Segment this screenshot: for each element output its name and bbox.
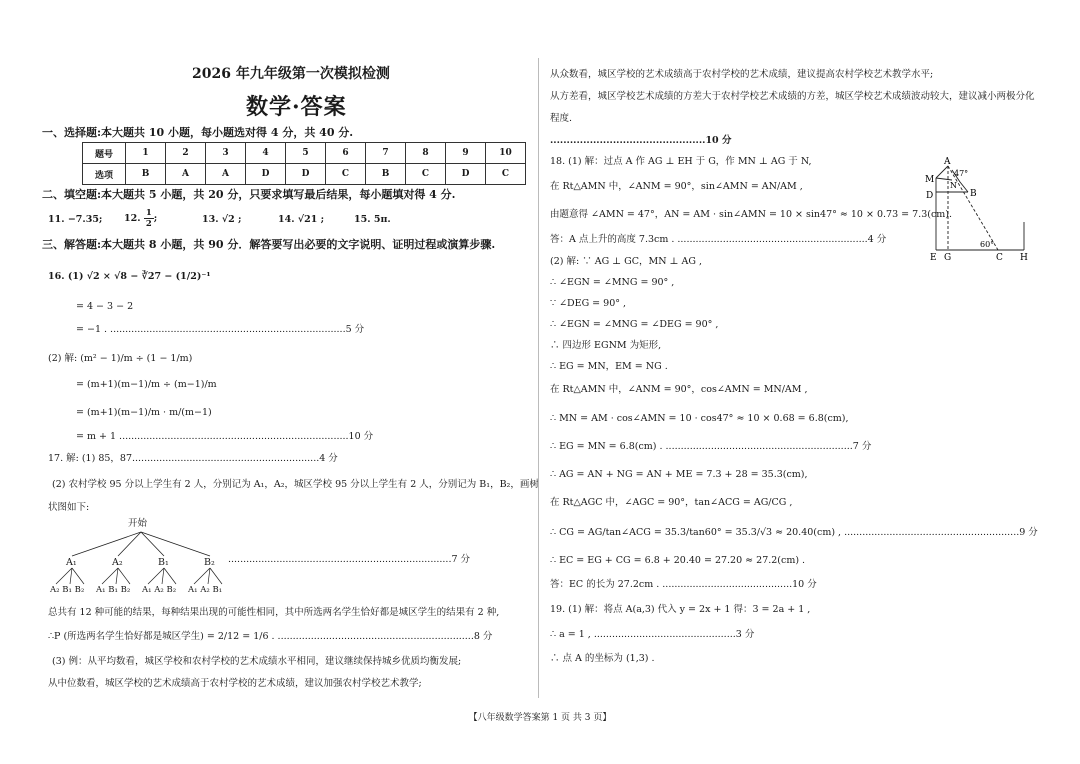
q-answer: C bbox=[486, 164, 526, 185]
fig-label: D bbox=[926, 191, 934, 201]
q-answer: D bbox=[286, 164, 326, 185]
numerator: 1 bbox=[145, 208, 152, 218]
q-number: 3 bbox=[206, 143, 246, 164]
q18-step: ∴ AG = AN + NG = AN + ME = 7.3 + 28 = 35.3(cm), bbox=[550, 469, 808, 480]
tree-edge bbox=[72, 532, 141, 556]
q18-step: ∴ ∠EGN = ∠MNG = ∠DEG = 90° , bbox=[550, 319, 719, 330]
q18-step: ∴ ∠EGN = ∠MNG = 90° , bbox=[550, 277, 675, 288]
tree-edge bbox=[141, 532, 210, 556]
q-answer: A bbox=[166, 164, 206, 185]
tree-leaf-group: A₂ B₁ B₂ bbox=[50, 585, 85, 595]
q18-step-7: ∴ EG = MN = 6.8(cm) . ..............................................................7 分 bbox=[550, 441, 872, 452]
q18-step: 在 Rt△AGC 中，∠AGC = 90°，tan∠ACG = AG/CG , bbox=[550, 497, 793, 508]
section1-heading: 一、选择题:本大题共 10 小题，每小题选对得 4 分，共 40 分. bbox=[42, 126, 354, 139]
q18-answer1: 答：A 点上升的高度 7.3cm . ...............................................................4 分 bbox=[550, 234, 887, 245]
fig-label: 60° bbox=[980, 240, 995, 249]
q-answer: B bbox=[366, 164, 406, 185]
exam-title: 2026 年九年级第一次模拟检测 bbox=[192, 66, 390, 82]
fig-label: A bbox=[944, 157, 951, 167]
q17-total: 总共有 12 种可能的结果，每种结果出现的可能性相同，其中所选两名学生恰好都是城区学生的结果有 2 种, bbox=[48, 607, 500, 618]
q16-step: = 4 − 3 − 2 bbox=[76, 301, 134, 312]
q19-step: ∴ 点 A 的坐标为 (1,3) . bbox=[550, 653, 655, 664]
q-number: 4 bbox=[246, 143, 286, 164]
q18-part2: (2) 解: ∵ AG ⊥ GC，MN ⊥ AG , bbox=[550, 256, 703, 267]
answer-15: 15. 5π. bbox=[354, 214, 391, 225]
q19-part1: 19. (1) 解：将点 A(a,3) 代入 y = 2x + 1 得：3 = 2a + 1 , bbox=[550, 604, 811, 615]
denominator: 2 bbox=[145, 219, 152, 229]
q18-step-9: ∴ CG = AG/tan∠ACG = 35.3/tan60° = 35.3/√3 ≈ 20.40(cm) , ..........................................................9 分 bbox=[550, 527, 1038, 538]
q-number: 6 bbox=[326, 143, 366, 164]
row-label-answer: 选项 bbox=[83, 164, 126, 185]
answer-13: 13. √2 ; bbox=[202, 214, 242, 225]
fig-label: E bbox=[930, 253, 937, 263]
q18-step: 由题意得 ∠AMN = 47°，AN = AM · sin∠AMN = 10 × sin47° ≈ 10 × 0.73 = 7.3(cm). bbox=[550, 209, 952, 220]
tree-leaf-group: A₁ B₁ B₂ bbox=[96, 585, 131, 595]
q17-score-10: ...............................................10 分 bbox=[550, 135, 732, 146]
q-number: 2 bbox=[166, 143, 206, 164]
q-answer: C bbox=[406, 164, 446, 185]
q19-step: ∴ a = 1 , ...............................................3 分 bbox=[550, 629, 755, 640]
q18-figure bbox=[918, 156, 1038, 266]
fig-label: M bbox=[925, 175, 935, 185]
answer-table-number-row bbox=[83, 143, 526, 164]
tree-node: A₂ bbox=[112, 557, 123, 568]
answer-table-answer-row bbox=[83, 164, 526, 185]
fig-label: H bbox=[1020, 253, 1028, 263]
q17-variance-cont: 程度. bbox=[550, 113, 573, 124]
tree-leaf-group: A₁ A₂ B₂ bbox=[142, 585, 177, 595]
fig-label: C bbox=[996, 253, 1003, 263]
tree-root: 开始 bbox=[128, 518, 148, 529]
q-number: 8 bbox=[406, 143, 446, 164]
q17-part1: 17. 解: (1) 85，87..............................................................4 分 bbox=[48, 453, 338, 464]
section2-heading: 二、填空题:本大题共 5 小题，共 20 分，只要求填写最后结果，每小题填对得 4 分. bbox=[42, 188, 456, 201]
q17-part3: (3) 例：从平均数看，城区学校和农村学校的艺术成绩水平相同，建议继续保持城乡优质均衡发展; bbox=[52, 656, 462, 667]
answer-11: 11. −7.35; bbox=[48, 214, 103, 225]
q-answer: D bbox=[446, 164, 486, 185]
tree-leaf-group: A₁ A₂ B₁ bbox=[188, 585, 223, 595]
q16-step: = (m+1)(m−1)/m ÷ (m−1)/m bbox=[76, 379, 217, 390]
q17-score-7: ..........................................................................7 分 bbox=[228, 554, 471, 565]
q-answer: D bbox=[246, 164, 286, 185]
q18-answer2: 答：EC 的长为 27.2cm . ...........................................10 分 bbox=[550, 579, 817, 590]
q18-step: ∴ EG = MN，EM = NG . bbox=[550, 361, 668, 372]
answer-12-fraction bbox=[144, 208, 154, 229]
q16-result: = m + 1 ............................................................................10 分 bbox=[76, 431, 374, 442]
q17-probability: ∴P (所选两名学生恰好都是城区学生) = 2/12 = 1/6 . .................................................................8 分 bbox=[48, 631, 493, 642]
q17-mode: 从众数看，城区学校的艺术成绩高于农村学校的艺术成绩，建议提高农村学校艺术教学水平; bbox=[550, 69, 934, 80]
q18-step: ∴ MN = AM · cos∠AMN = 10 · cos47° ≈ 10 × 0.68 = 6.8(cm), bbox=[550, 413, 849, 424]
q-number: 1 bbox=[126, 143, 166, 164]
answer-12-tail: ; bbox=[153, 213, 158, 224]
q18-step: 在 Rt△AMN 中，∠ANM = 90°，sin∠AMN = AN/AM , bbox=[550, 181, 803, 192]
q-answer: C bbox=[326, 164, 366, 185]
q18-step: ∴ 四边形 EGNM 为矩形, bbox=[550, 340, 662, 351]
answer-12 bbox=[124, 206, 157, 232]
segment-MN bbox=[936, 178, 952, 180]
tree-node: B₁ bbox=[158, 557, 169, 568]
q17-part3-cont: 从中位数看，城区学校的艺术成绩高于农村学校的艺术成绩，建议加强农村学校艺术教学; bbox=[48, 678, 422, 689]
fig-label: N bbox=[950, 181, 957, 190]
fig-label: B bbox=[970, 189, 977, 199]
fig-label: G bbox=[944, 253, 952, 263]
q-number: 10 bbox=[486, 143, 526, 164]
q-answer: A bbox=[206, 164, 246, 185]
q-number: 7 bbox=[366, 143, 406, 164]
q16-step: = (m+1)(m−1)/m · m/(m−1) bbox=[76, 407, 212, 418]
q18-part1: 18. (1) 解：过点 A 作 AG ⊥ EH 于 G，作 MN ⊥ AG 于 N, bbox=[550, 156, 812, 167]
page-footer: 【八年级数学答案第 1 页 共 3 页】 bbox=[468, 713, 612, 723]
q18-step: 在 Rt△AMN 中，∠ANM = 90°，cos∠AMN = MN/AM , bbox=[550, 384, 808, 395]
answer-12-label: 12. bbox=[124, 213, 141, 224]
q17-variance: 从方差看，城区学校艺术成绩的方差大于农村学校艺术成绩的方差，城区学校艺术成绩波动较大，建议减小两极分化 bbox=[550, 91, 1035, 102]
q18-step: ∵ ∠DEG = 90° , bbox=[550, 298, 627, 309]
row-label-question: 题号 bbox=[83, 143, 126, 164]
q-answer: B bbox=[126, 164, 166, 185]
fig-label: 47° bbox=[954, 169, 969, 178]
q16-part1: 16. (1) √2 × √8 − ∛27 − (1/2)⁻¹ bbox=[48, 271, 211, 282]
answer-table bbox=[82, 142, 526, 185]
q16-part2: (2) 解: (m² − 1)/m ÷ (1 − 1/m) bbox=[48, 353, 193, 364]
column-divider bbox=[538, 58, 539, 698]
q17-part2-cont: 状图如下: bbox=[48, 502, 90, 513]
exam-subtitle: 数学·答案 bbox=[246, 94, 347, 120]
segment-AC bbox=[948, 166, 998, 250]
answer-14: 14. √21 ; bbox=[278, 214, 325, 225]
section3-heading: 三、解答题:本大题共 8 小题，共 90 分．解答要写出必要的文字说明、证明过程或演算步骤. bbox=[42, 238, 496, 251]
q-number: 5 bbox=[286, 143, 326, 164]
q17-part2: (2) 农村学校 95 分以上学生有 2 人，分别记为 A₁，A₂，城区学校 95 分以上学生有 2 人，分别记为 B₁，B₂，画树 bbox=[52, 479, 539, 490]
tree-node: B₂ bbox=[204, 557, 215, 568]
q-number: 9 bbox=[446, 143, 486, 164]
segment-MA bbox=[936, 166, 948, 178]
q18-step: ∴ EC = EG + CG = 6.8 + 20.40 = 27.20 ≈ 27.2(cm) . bbox=[550, 555, 806, 566]
q16-result: = −1 . ..............................................................................5 分 bbox=[76, 324, 365, 335]
tree-node: A₁ bbox=[66, 557, 77, 568]
